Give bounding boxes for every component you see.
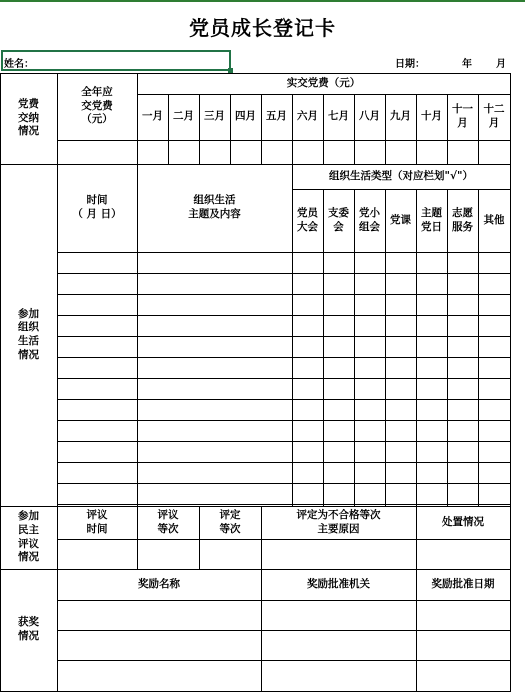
- grid-line: [57, 600, 511, 601]
- award-authority-header: 奖励批准机关: [307, 577, 370, 590]
- grid-line: [57, 378, 511, 379]
- org-life-type: 支委 会: [328, 206, 349, 233]
- award-name-header: 奖励名称: [138, 577, 180, 590]
- name-label: 姓名：: [4, 59, 34, 70]
- fail-reason-header: 评定为不合格等次 主要原因: [296, 508, 381, 535]
- grid-line: [0, 691, 511, 692]
- grid-line: [57, 420, 511, 421]
- month-label: 月: [496, 59, 506, 70]
- month-header: 十二 月: [483, 103, 505, 129]
- month-header: 二月: [173, 110, 194, 123]
- month-header: 六月: [297, 110, 318, 123]
- org-life-type: 党课: [390, 213, 411, 226]
- evaluation-grade-header: 评议 等次: [157, 508, 179, 535]
- disposal-header: 处置情况: [442, 515, 484, 528]
- org-life-theme-header: 组织生活 主题及内容: [188, 194, 241, 220]
- org-life-section-label: 参加 组织 生活 情况: [18, 307, 39, 361]
- name-field-selection[interactable]: [1, 50, 231, 71]
- year-label: 年: [462, 59, 472, 70]
- annual-dues-header: 全年应 交党费 （元）: [81, 86, 113, 126]
- grid-line: [57, 462, 511, 463]
- grid-line: [57, 336, 511, 337]
- grid-line: [57, 504, 511, 505]
- org-life-type: 其他: [483, 213, 505, 226]
- org-life-type: 主题 党日: [421, 206, 442, 233]
- month-header: 十一 月: [452, 103, 473, 129]
- grid-line: [57, 294, 511, 295]
- org-life-type: 志愿 服务: [452, 206, 473, 233]
- org-life-time-header: 时间 （ 月 日）: [72, 194, 122, 220]
- grid-line: [57, 441, 511, 442]
- dues-section-label: 党费 交纳 情况: [18, 98, 39, 138]
- grid-line: [57, 399, 511, 400]
- paid-dues-header: 实交党费（元）: [286, 76, 361, 89]
- month-header: 三月: [204, 110, 225, 123]
- assessed-grade-header: 评定 等次: [219, 508, 241, 535]
- month-header: 十月: [421, 110, 442, 123]
- month-header: 九月: [390, 110, 411, 123]
- month-header: 四月: [235, 110, 256, 123]
- org-life-type: 党员 大会: [297, 206, 318, 233]
- grid-line: [57, 539, 511, 540]
- month-header: 八月: [359, 110, 380, 123]
- org-life-type-header: 组织生活类型（对应栏划"√"）: [329, 169, 473, 182]
- grid-line: [57, 315, 511, 316]
- page-title: 党员成长登记卡: [189, 16, 336, 40]
- grid-line: [57, 357, 511, 358]
- grid-line: [57, 660, 511, 661]
- month-header: 五月: [266, 110, 287, 123]
- month-header: 七月: [328, 110, 349, 123]
- grid-line: [57, 140, 511, 141]
- grid-line: [57, 252, 511, 253]
- awards-section-label: 获奖 情况: [18, 616, 39, 642]
- month-header: 一月: [142, 110, 163, 123]
- grid-line: [57, 630, 511, 631]
- org-life-type: 党小 组会: [359, 206, 380, 233]
- top-border: [0, 0, 525, 2]
- evaluation-section-label: 参加 民主 评议 情况: [18, 510, 39, 564]
- grid-line: [57, 483, 511, 484]
- date-label: 日期：: [395, 59, 425, 70]
- grid-line: [57, 273, 511, 274]
- evaluation-time-header: 评议 时间: [86, 508, 108, 535]
- award-date-header: 奖励批准日期: [431, 577, 495, 590]
